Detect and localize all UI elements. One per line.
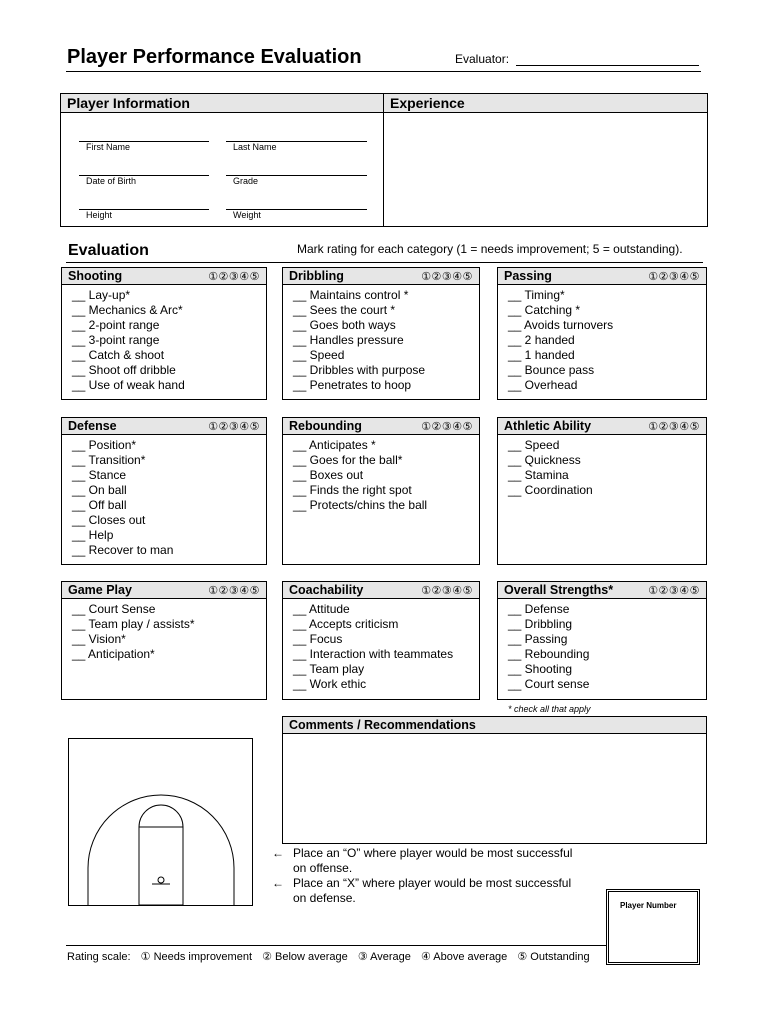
list-item[interactable]: __ Accepts criticism [293,617,399,631]
list-item[interactable]: __ Catching * [508,303,581,317]
offense-note-line2: on offense. [293,861,353,875]
list-item[interactable]: __ Closes out [72,513,146,527]
list-item[interactable]: __ Catch & shoot [72,348,165,362]
rating-scale-item: ④ Above average [420,951,508,963]
check-all-note: * check all that apply [508,704,591,714]
list-item[interactable]: __ Team play [293,662,365,676]
category-title: Shooting [68,269,123,283]
last-name-label: Last Name [233,142,277,152]
category-athletic-ability [497,417,707,565]
list-item[interactable]: __ 3-point range [72,333,160,347]
comments-box[interactable] [282,716,707,844]
rating-circles[interactable]: ①②③④⑤ [421,420,473,433]
list-item[interactable]: __ Penetrates to hoop [293,378,412,392]
rating-circles[interactable]: ①②③④⑤ [421,584,473,597]
first-name-label: First Name [86,142,131,152]
evaluation-heading: Evaluation [68,242,149,259]
defense-note-line2: on defense. [293,891,356,905]
list-item[interactable]: __ Rebounding [508,647,590,661]
list-item[interactable]: __ Position* [72,438,137,452]
category-title: Game Play [68,583,132,597]
list-item[interactable]: __ Mechanics & Arc* [72,303,183,317]
list-item[interactable]: __ 1 handed [508,348,575,362]
rating-circles[interactable]: ①②③④⑤ [648,584,700,597]
rating-scale-item: ② Below average [262,951,348,963]
evaluator-label: Evaluator: [455,52,510,66]
arrow-left-icon: ← [272,846,284,860]
list-item[interactable]: __ 2-point range [72,318,160,332]
list-item[interactable]: __ Attitude [293,602,350,616]
category-title: Dribbling [289,269,344,283]
rating-scale-label: Rating scale: [67,951,131,963]
rating-circles[interactable]: ①②③④⑤ [208,420,260,433]
rating-circles[interactable]: ①②③④⑤ [208,584,260,597]
list-item[interactable]: __ Dribbling [508,617,573,631]
list-item[interactable]: __ Recover to man [72,543,174,557]
page-title: Player Performance Evaluation [67,46,362,68]
list-item[interactable]: __ Shoot off dribble [72,363,176,377]
list-item[interactable]: __ Dribbles with purpose [293,363,426,377]
category-title: Rebounding [289,419,362,433]
category-title: Defense [68,419,117,433]
weight-label: Weight [233,210,261,220]
list-item[interactable]: __ Shooting [508,662,573,676]
list-item[interactable]: __ Finds the right spot [293,483,412,497]
list-item[interactable]: __ Sees the court * [293,303,396,317]
list-item[interactable]: __ Protects/chins the ball [293,498,428,512]
list-item[interactable]: __ Handles pressure [293,333,404,347]
list-item[interactable]: __ Boxes out [293,468,364,482]
list-item[interactable]: __ Use of weak hand [72,378,185,392]
experience-heading: Experience [384,94,707,113]
category-shooting [61,267,267,400]
list-item[interactable]: __ 2 handed [508,333,575,347]
rating-scale-legend [67,950,597,963]
list-item[interactable]: __ Team play / assists* [72,617,195,631]
player-number-label: Player Number [620,901,677,910]
list-item[interactable]: __ Anticipates * [293,438,376,452]
list-item[interactable]: __ Overhead [508,378,578,392]
experience-box[interactable] [383,93,708,227]
category-title: Overall Strengths* [504,583,614,597]
evaluation-divider [66,262,703,263]
title-divider [66,71,701,72]
comments-heading: Comments / Recommendations [283,717,706,734]
category-coachability [282,581,480,700]
grade-label: Grade [233,176,259,186]
list-item[interactable]: __ Stance [72,468,127,482]
list-item[interactable]: __ Quickness [508,453,581,467]
rating-circles[interactable]: ①②③④⑤ [208,270,260,283]
evaluation-instructions: Mark rating for each category (1 = needs improvement; 5 = outstanding). [297,242,683,256]
list-item[interactable]: __ Maintains control * [293,288,409,302]
list-item[interactable]: __ Court Sense [72,602,156,616]
player-info-heading: Player Information [61,94,383,113]
evaluator-field[interactable] [516,65,699,66]
footer-divider [66,945,606,946]
list-item[interactable]: __ Bounce pass [508,363,595,377]
half-court-diagram[interactable] [68,738,254,906]
rating-circles[interactable]: ①②③④⑤ [648,420,700,433]
list-item[interactable]: __ Speed [293,348,345,362]
list-item[interactable]: __ Passing [508,632,568,646]
list-item[interactable]: __ Focus [293,632,343,646]
list-item[interactable]: __ Stamina [508,468,569,482]
category-title: Athletic Ability [504,419,592,433]
rating-scale-item: ③ Average [357,951,411,963]
defense-note-line1: Place an “X” where player would be most successful [293,876,572,890]
category-defense [61,417,267,565]
category-rebounding [282,417,480,565]
category-game-play [61,581,267,700]
rating-circles[interactable]: ①②③④⑤ [648,270,700,283]
rating-circles[interactable]: ①②③④⑤ [421,270,473,283]
date-of-birth-label: Date of Birth [86,176,137,186]
list-item[interactable]: __ Timing* [508,288,565,302]
list-item[interactable]: __ Lay-up* [72,288,131,302]
list-item[interactable]: __ Speed [508,438,560,452]
list-item[interactable]: __ Avoids turnovers [508,318,614,332]
category-dribbling [282,267,480,400]
list-item[interactable]: __ Work ethic [293,677,367,691]
arrow-left-icon: ← [272,876,284,890]
list-item[interactable]: __ Coordination [508,483,593,497]
list-item[interactable]: __ Vision* [72,632,126,646]
player-info-box [60,93,384,227]
list-item[interactable]: __ Goes for the ball* [293,453,403,467]
category-title: Passing [504,269,552,283]
list-item[interactable]: __ Court sense [508,677,590,691]
list-item[interactable]: __ Off ball [72,498,127,512]
list-item[interactable]: __ Defense [508,602,570,616]
list-item[interactable]: __ Goes both ways [293,318,396,332]
offense-note-line1: Place an “O” where player would be most successful [293,846,573,860]
category-title: Coachability [289,583,364,597]
list-item[interactable]: __ On ball [72,483,127,497]
height-label: Height [86,210,113,220]
rating-scale-item: ⑤ Outstanding [517,951,590,963]
list-item[interactable]: __ Interaction with teammates [293,647,454,661]
category-passing [497,267,707,400]
list-item[interactable]: __ Transition* [72,453,146,467]
list-item[interactable]: __ Anticipation* [72,647,155,661]
list-item[interactable]: __ Help [72,528,114,542]
rating-scale-item: ① Needs improvement [140,951,253,963]
category-overall-strengths [497,581,707,700]
